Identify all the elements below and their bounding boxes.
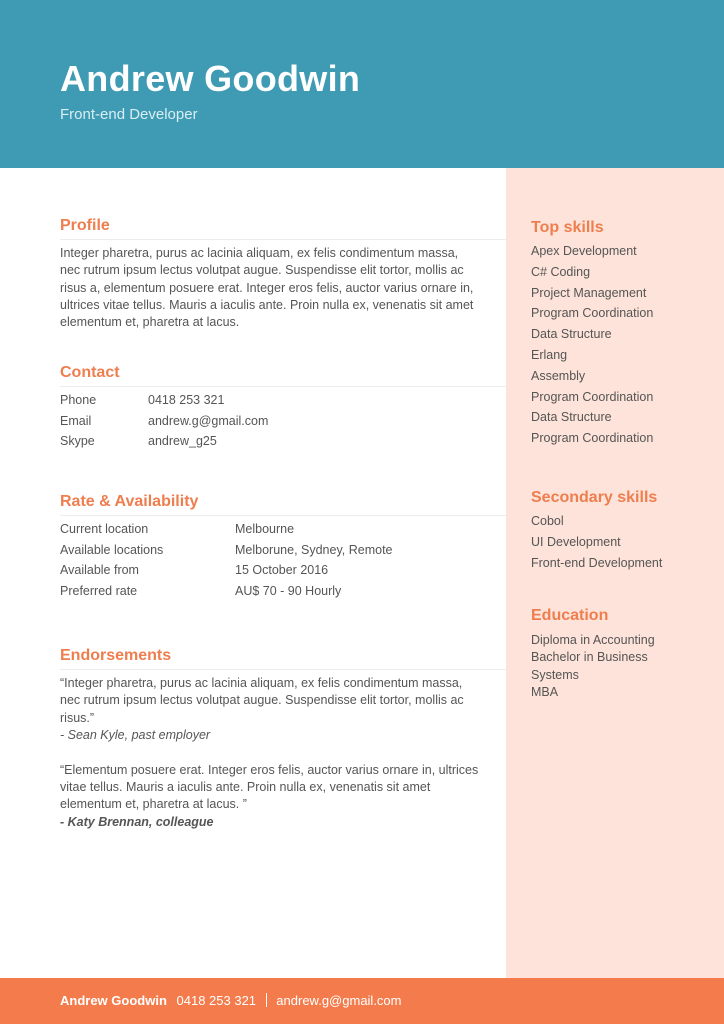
rate-heading: Rate & Availability [60,493,199,510]
endorsements-section [60,646,506,831]
endorsements-divider [60,669,506,670]
contact-value: andrew.g@gmail.com [148,413,269,428]
skill-item: Project Management [531,285,647,300]
contact-row-skype [60,433,506,454]
rate-row [60,562,506,583]
top-skills-heading: Top skills [531,219,604,236]
rate-section [60,492,506,604]
rate-value: 15 October 2016 [235,563,329,578]
footer-bar [0,978,724,1024]
top-skills-section [531,218,716,449]
contact-row-phone [60,392,506,413]
skill-item: Cobol [531,514,564,528]
education-item: Diploma in Accounting [531,633,655,647]
rate-label: Preferred rate [60,584,138,599]
skill-item: Data Structure [531,327,612,342]
skill-item: Program Coordination [531,431,654,446]
skill-item: Program Coordination [531,389,654,404]
endorsements-heading: Endorsements [60,647,172,664]
rate-label: Available from [60,563,139,578]
endorsement-quote: “Integer pharetra, purus ac lacinia aliquam, ex felis condimentum massa, nec rutrum ipsum lectus volutpat augue. Suspendisse elit tortor, mollis ac risus.” [60,676,464,725]
rate-row [60,583,506,604]
contact-row-email [60,413,506,434]
contact-divider [60,386,506,387]
endorsement-quote: “Elementum posuere erat. Integer eros felis, auctor varius ornare in, ultrices vitae tellus. Mauris a iaculis ante. Proin nulla ex, venenatis sit amet elementum et, pharetra at lacus. ” [60,762,479,812]
secondary-skills-heading: Secondary skills [531,489,658,506]
rate-divider [60,515,506,516]
education-section [531,606,716,702]
education-heading: Education [531,607,609,624]
contact-label: Phone [60,393,97,407]
footer-separator [266,993,267,1007]
footer-name: Andrew Goodwin [60,993,167,1008]
secondary-skills-section [531,488,716,573]
skill-item: Front-end Development [531,555,663,570]
skill-item: UI Development [531,534,621,549]
rate-value: AU$ 70 - 90 Hourly [235,584,342,599]
candidate-role: Front-end Developer [60,106,198,123]
skill-item: Apex Development [531,244,637,258]
candidate-name: Andrew Goodwin [60,58,361,99]
contact-value: andrew_g25 [148,434,217,449]
rate-row [60,542,506,563]
contact-label: Email [60,413,92,428]
contact-label: Skype [60,434,95,449]
footer-phone: 0418 253 321 [176,993,257,1008]
rate-value: Melbourne [235,522,295,536]
footer-contact [60,993,402,1008]
skill-item: Data Structure [531,410,612,425]
education-item: MBA [531,685,559,700]
endorsement-author: - Katy Brennan, colleague [60,814,214,829]
profile-heading: Profile [60,217,110,234]
contact-value: 0418 253 321 [148,393,225,407]
contact-section [60,363,506,454]
rate-label: Current location [60,522,149,536]
skill-item: C# Coding [531,264,591,279]
rate-value: Melborune, Sydney, Remote [235,542,393,557]
profile-divider [60,239,506,240]
rate-row [60,521,506,542]
skill-item: Assembly [531,368,586,383]
footer-email: andrew.g@gmail.com [276,993,402,1008]
profile-section [60,216,506,331]
skill-item: Program Coordination [531,306,654,321]
rate-label: Available locations [60,542,164,557]
education-item: Bachelor in Business Systems [531,650,648,682]
endorsement-author: - Sean Kyle, past employer [60,728,211,743]
profile-text: Integer pharetra, purus ac lacinia aliquam, ex felis condimentum massa, nec rutrum ipsum lectus volutpat augue. Suspendisse elit tortor, mollis ac risus a, elementum posuere erat. Integer eros felis, auctor varius ornare in, ultrices vitae tellus. Mauris a iaculis ante. Proin nulla ex, venenatis sit amet elementum et, pharetra at lacus. [60,246,474,330]
contact-heading: Contact [60,364,120,381]
header-banner [0,0,724,168]
skill-item: Erlang [531,347,568,362]
